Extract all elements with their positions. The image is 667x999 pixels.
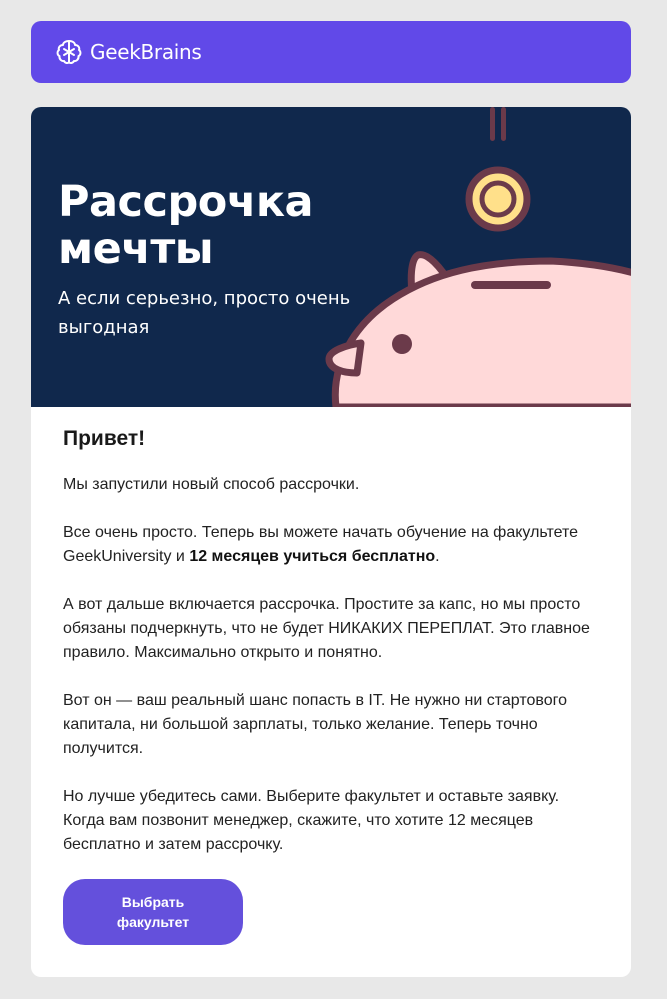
brain-icon xyxy=(55,38,83,66)
geekbrains-logo[interactable] xyxy=(55,37,202,67)
pig-coin-slot xyxy=(471,281,551,289)
pig-snout xyxy=(329,343,361,373)
paragraph-chance: Вот он — ваш реальный шанс попасть в IT. Не нужно ни стартового капитала, ни большой зарплаты, только желание. Теперь точно получится. xyxy=(63,692,567,757)
coin-icon xyxy=(469,170,527,228)
choose-faculty-button[interactable]: Выбрать факультет xyxy=(63,879,243,945)
coin-string-left xyxy=(490,107,495,141)
hero-title: Рассрочка мечты xyxy=(58,177,314,274)
pig-eye xyxy=(392,334,412,354)
paragraph-free-months xyxy=(63,521,603,569)
paragraph-free-months-bold: 12 месяцев учиться бесплатно xyxy=(189,548,436,565)
hero-subtitle: А если серьезно, просто очень выгодная xyxy=(58,288,351,338)
email-content xyxy=(63,425,603,881)
hero-banner xyxy=(31,107,631,407)
coin-string-right xyxy=(501,107,506,141)
paragraph-free-months-start: Все очень просто. Теперь вы можете начать обучение на факультете GeekUniversity и xyxy=(63,524,579,565)
greeting-heading: Привет! xyxy=(63,427,146,450)
paragraph-intro: Мы запустили новый способ рассрочки. xyxy=(63,476,360,493)
paragraph-call-to-action: Но лучше убедитесь сами. Выберите факультет и оставьте заявку. Когда вам позвонит менеджер, скажите, что хотите 12 месяцев бесплатно и затем рассрочку. xyxy=(63,788,560,853)
email-header xyxy=(31,21,631,83)
paragraph-installment: А вот дальше включается рассрочка. Простите за капс, но мы просто обязаны подчеркнуть, что не будет НИКАКИХ ПЕРЕПЛАТ. Это главное правило. Максимально открыто и понятно. xyxy=(63,596,590,661)
email-card xyxy=(31,107,631,977)
paragraph-free-months-end: . xyxy=(435,548,440,565)
logo-text: GeekBrains xyxy=(90,40,202,64)
